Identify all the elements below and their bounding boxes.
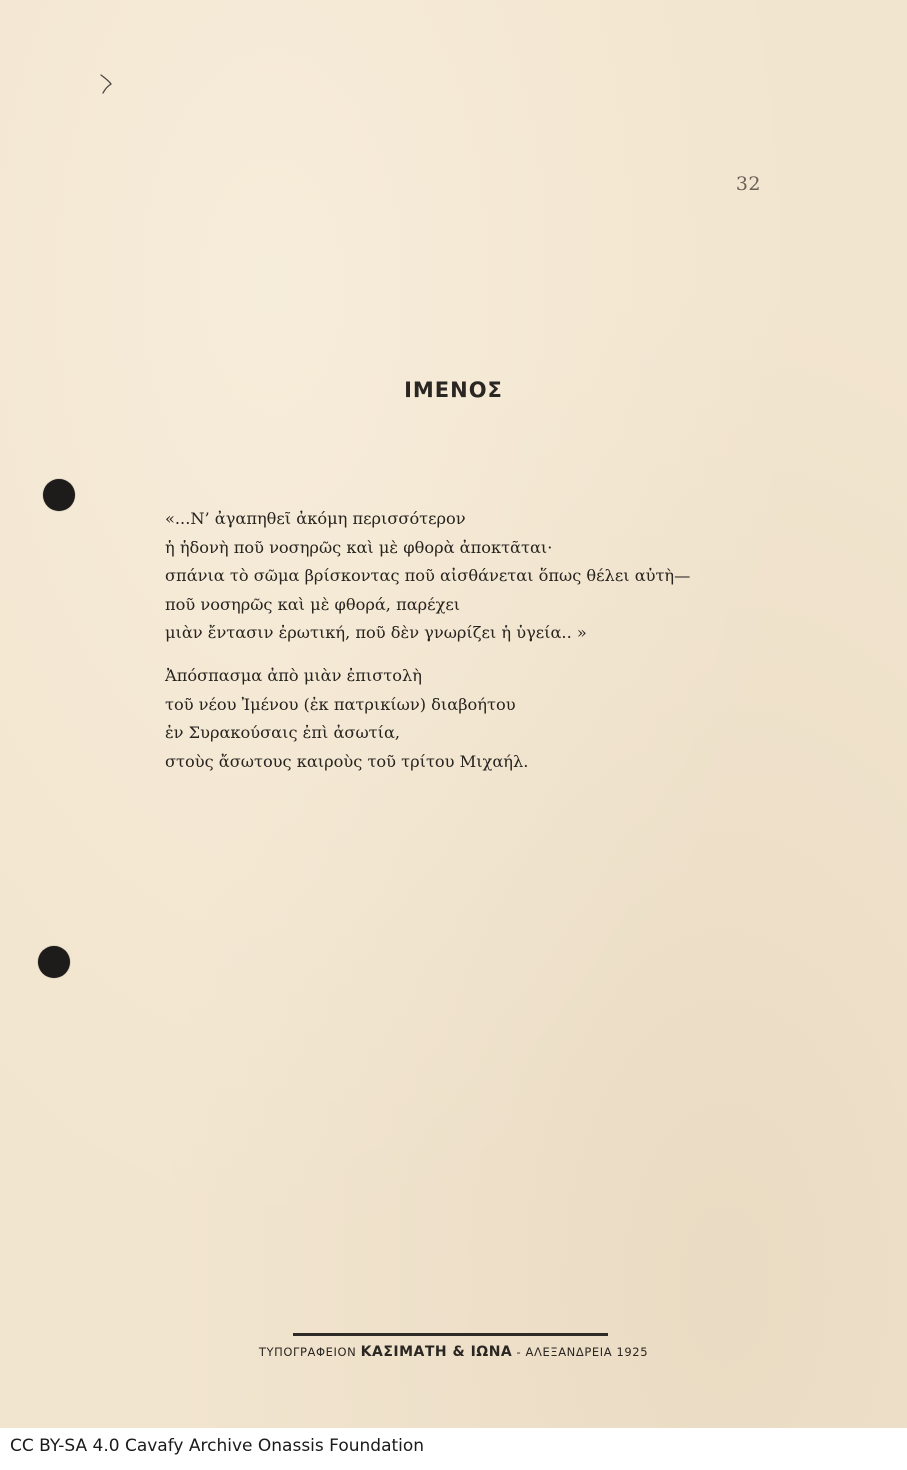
quote-stanza [165,505,690,648]
poem-line: ἐν Συρακούσαις ἐπὶ ἀσωτία, [165,723,401,742]
imprint-printer: ΚΑΣΙΜΑΤΗ & ΙΩΝΑ [360,1344,513,1360]
poem-line: τοῦ νέου Ἰμένου (ἐκ πατρικίων) διαβοήτου [165,694,516,714]
footer-rule [293,1333,608,1336]
poem-line: ἡ ἡδονὴ ποῦ νοσηρῶς καὶ μὲ φθορὰ ἀποκτᾶται· [165,537,553,557]
poem-line: Ἀπόσπασμα ἀπὸ μιὰν ἐπιστολὴ [165,666,422,685]
punch-hole-bottom [38,946,70,978]
poem-title: ΙΜΕΝΟΣ [404,378,503,402]
imprint-suffix: - ΑΛΕΞΑΝΔΡΕΙΑ 1925 [516,1345,649,1359]
poem-line: σπάνια τὸ σῶμα βρίσκοντας ποῦ αἰσθάνεται ὅπως θέλει αὐτὴ— [165,566,691,585]
poem-line: «...Ν’ ἀγαπηθεῖ ἀκόμη περισσότερον [165,509,466,528]
pencil-mark-icon [96,72,116,98]
poem-line: στοὺς ἄσωτους καιροὺς τοῦ τρίτου Μιχαήλ. [165,751,529,771]
punch-hole-top [43,479,75,511]
note-stanza [165,662,528,776]
imprint-prefix: ΤΥΠΟΓΡΑΦΕΙΟΝ [258,1345,357,1359]
poem-line: μιὰν ἔντασιν ἐρωτική, ποῦ δὲν γνωρίζει ἡ ὑγεία.. » [165,623,587,642]
printer-imprint [0,1344,907,1360]
caption-bar [0,1428,907,1470]
poem-line: ποῦ νοσηρῶς καὶ μὲ φθορά, παρέχει [165,594,461,614]
license-caption: CC BY-SA 4.0 Cavafy Archive Onassis Foundation [10,1436,425,1456]
page-number: 32 [735,173,761,195]
